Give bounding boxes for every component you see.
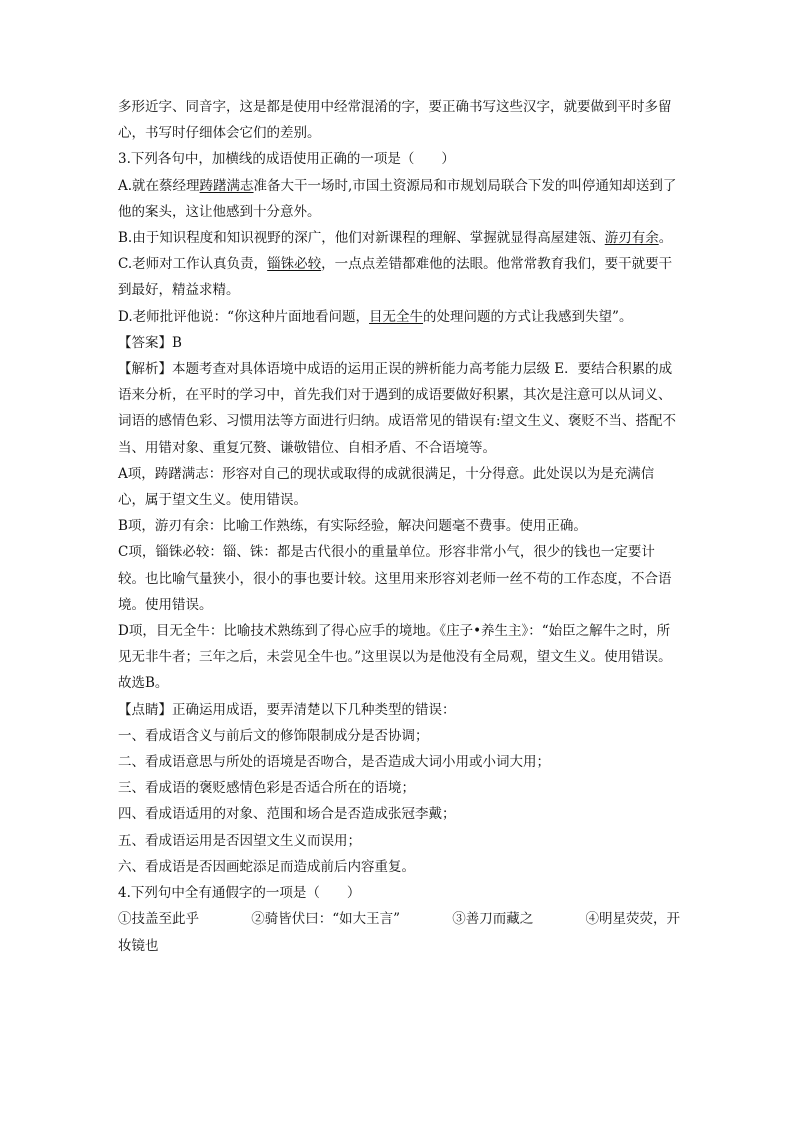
explanation-a: A项，踌躇满志：形容对自己的现状或取得的成就很满足，十分得意。此处误以为是充满信心，属于望文生义。使用错误。 [118, 465, 655, 509]
option-b-idiom: 游刃有余 [604, 230, 659, 247]
option-a-idiom: 踌躇满志 [199, 177, 254, 194]
question-4-option-2: ②骑皆伏曰：“如大王言” [251, 911, 401, 928]
tip-item: 五、看成语运用是否因望文生义而误用； [118, 832, 361, 849]
question-3-option-a [118, 173, 680, 225]
question-3-option-c [118, 251, 680, 303]
option-b-prefix: B.由于知识程度和知识视野的深广，他们对新课程的理解、掌握就显得高屋建瓴、 [118, 230, 605, 247]
question-4-option-4-continued: 妆镜也 [118, 937, 159, 954]
question-3-option-d [118, 304, 680, 330]
option-a-prefix: A.就在蔡经理 [118, 177, 200, 194]
tip-item: 二、看成语意思与所处的语境是否吻合，是否造成大词小用或小词大用； [118, 754, 550, 771]
conclusion: 故选B。 [118, 675, 169, 692]
option-c-prefix: C.老师对工作认真负责， [118, 256, 268, 273]
question-4-options [118, 906, 680, 932]
analysis-paragraph: 【解析】本题考查对具体语境中成语的运用正误的辨析能力高考能力层级 E．要结合积累的成语来分析，在平时的学习中，首先我们对于遇到的成语要做好积累，其次是注意可以从词义、词语的感情色彩、习惯用法等方面进行归纳。成语常见的错误有:望文生义、褒贬不当、搭配不当、用错对象、重复冗赘、谦敬错位、自相矛盾、不合语境等。 [118, 361, 677, 456]
explanation-d: D项，目无全牛：比喻技术熟练到了得心应手的境地。《庄子•养生主》：“始臣之解牛之时，所见无非牛者；三年之后，未尝见全牛也。”这里误以为是他没有全局观，望文生义。使用错误。 [118, 623, 672, 666]
explanation-c: C项，锱铢必较：锱、铢：都是古代很小的重量单位。形容非常小气，很少的钱也一定要计较。也比喻气量狭小，很小的事也要计较。这里用来形容刘老师一丝不苟的工作态度，不合语境。使用错误。 [118, 544, 672, 613]
question-4-stem: 4.下列句中全有通假字的一项是（ ） [118, 885, 361, 902]
option-c-suffix: ，一点点差错都难他的法眼。他常常教育我们，要干就要干到最好，精益求精。 [118, 256, 673, 299]
tip-item: 三、看成语的褒贬感情色彩是否适合所在的语境； [118, 780, 415, 797]
answer-label: 【答案】B [118, 334, 182, 351]
question-4-option-4: ④明星荧荧，开 [585, 911, 680, 928]
question-4-option-1: ①技盖至此乎 [118, 911, 199, 928]
document-body [118, 94, 680, 959]
option-c-idiom: 锱铢必较 [267, 256, 322, 273]
tip-item: 六、看成语是否因画蛇添足而造成前后内容重复。 [118, 858, 415, 875]
question-3-option-b [118, 225, 680, 251]
tip-item: 一、看成语含义与前后文的修饰限制成分是否协调； [118, 727, 429, 744]
explanation-b: B项，游刃有余：比喻工作熟练，有实际经验，解决问题毫不费事。使用正确。 [118, 518, 587, 535]
option-d-idiom: 目无全牛 [369, 308, 424, 325]
question-3-stem: 3.下列各句中，加横线的成语使用正确的一项是（ ） [118, 151, 455, 168]
option-d-prefix: D.老师批评他说：“你这种片面地看问题， [118, 308, 370, 325]
paragraph-intro: 多形近字、同音字，这是都是使用中经常混淆的字，要正确书写这些汉字，就要做到平时多留心，书写时仔细体会它们的差别。 [118, 99, 672, 142]
tip-item: 四、看成语适用的对象、范围和场合是否造成张冠李戴； [118, 806, 456, 823]
question-4-option-3: ③善刀而藏之 [452, 911, 534, 928]
option-a-suffix: 准备大干一场时,市国土资源局和市规划局联合下发的叫停通知却送到了他的案头，这让他感到十分意外。 [118, 177, 677, 220]
option-b-suffix: 。 [658, 230, 673, 247]
tips-intro: 【点睛】正确运用成语，要弄清楚以下几种类型的错误： [118, 701, 456, 718]
option-d-suffix: 的处理问题的方式让我感到失望”。 [423, 308, 633, 325]
